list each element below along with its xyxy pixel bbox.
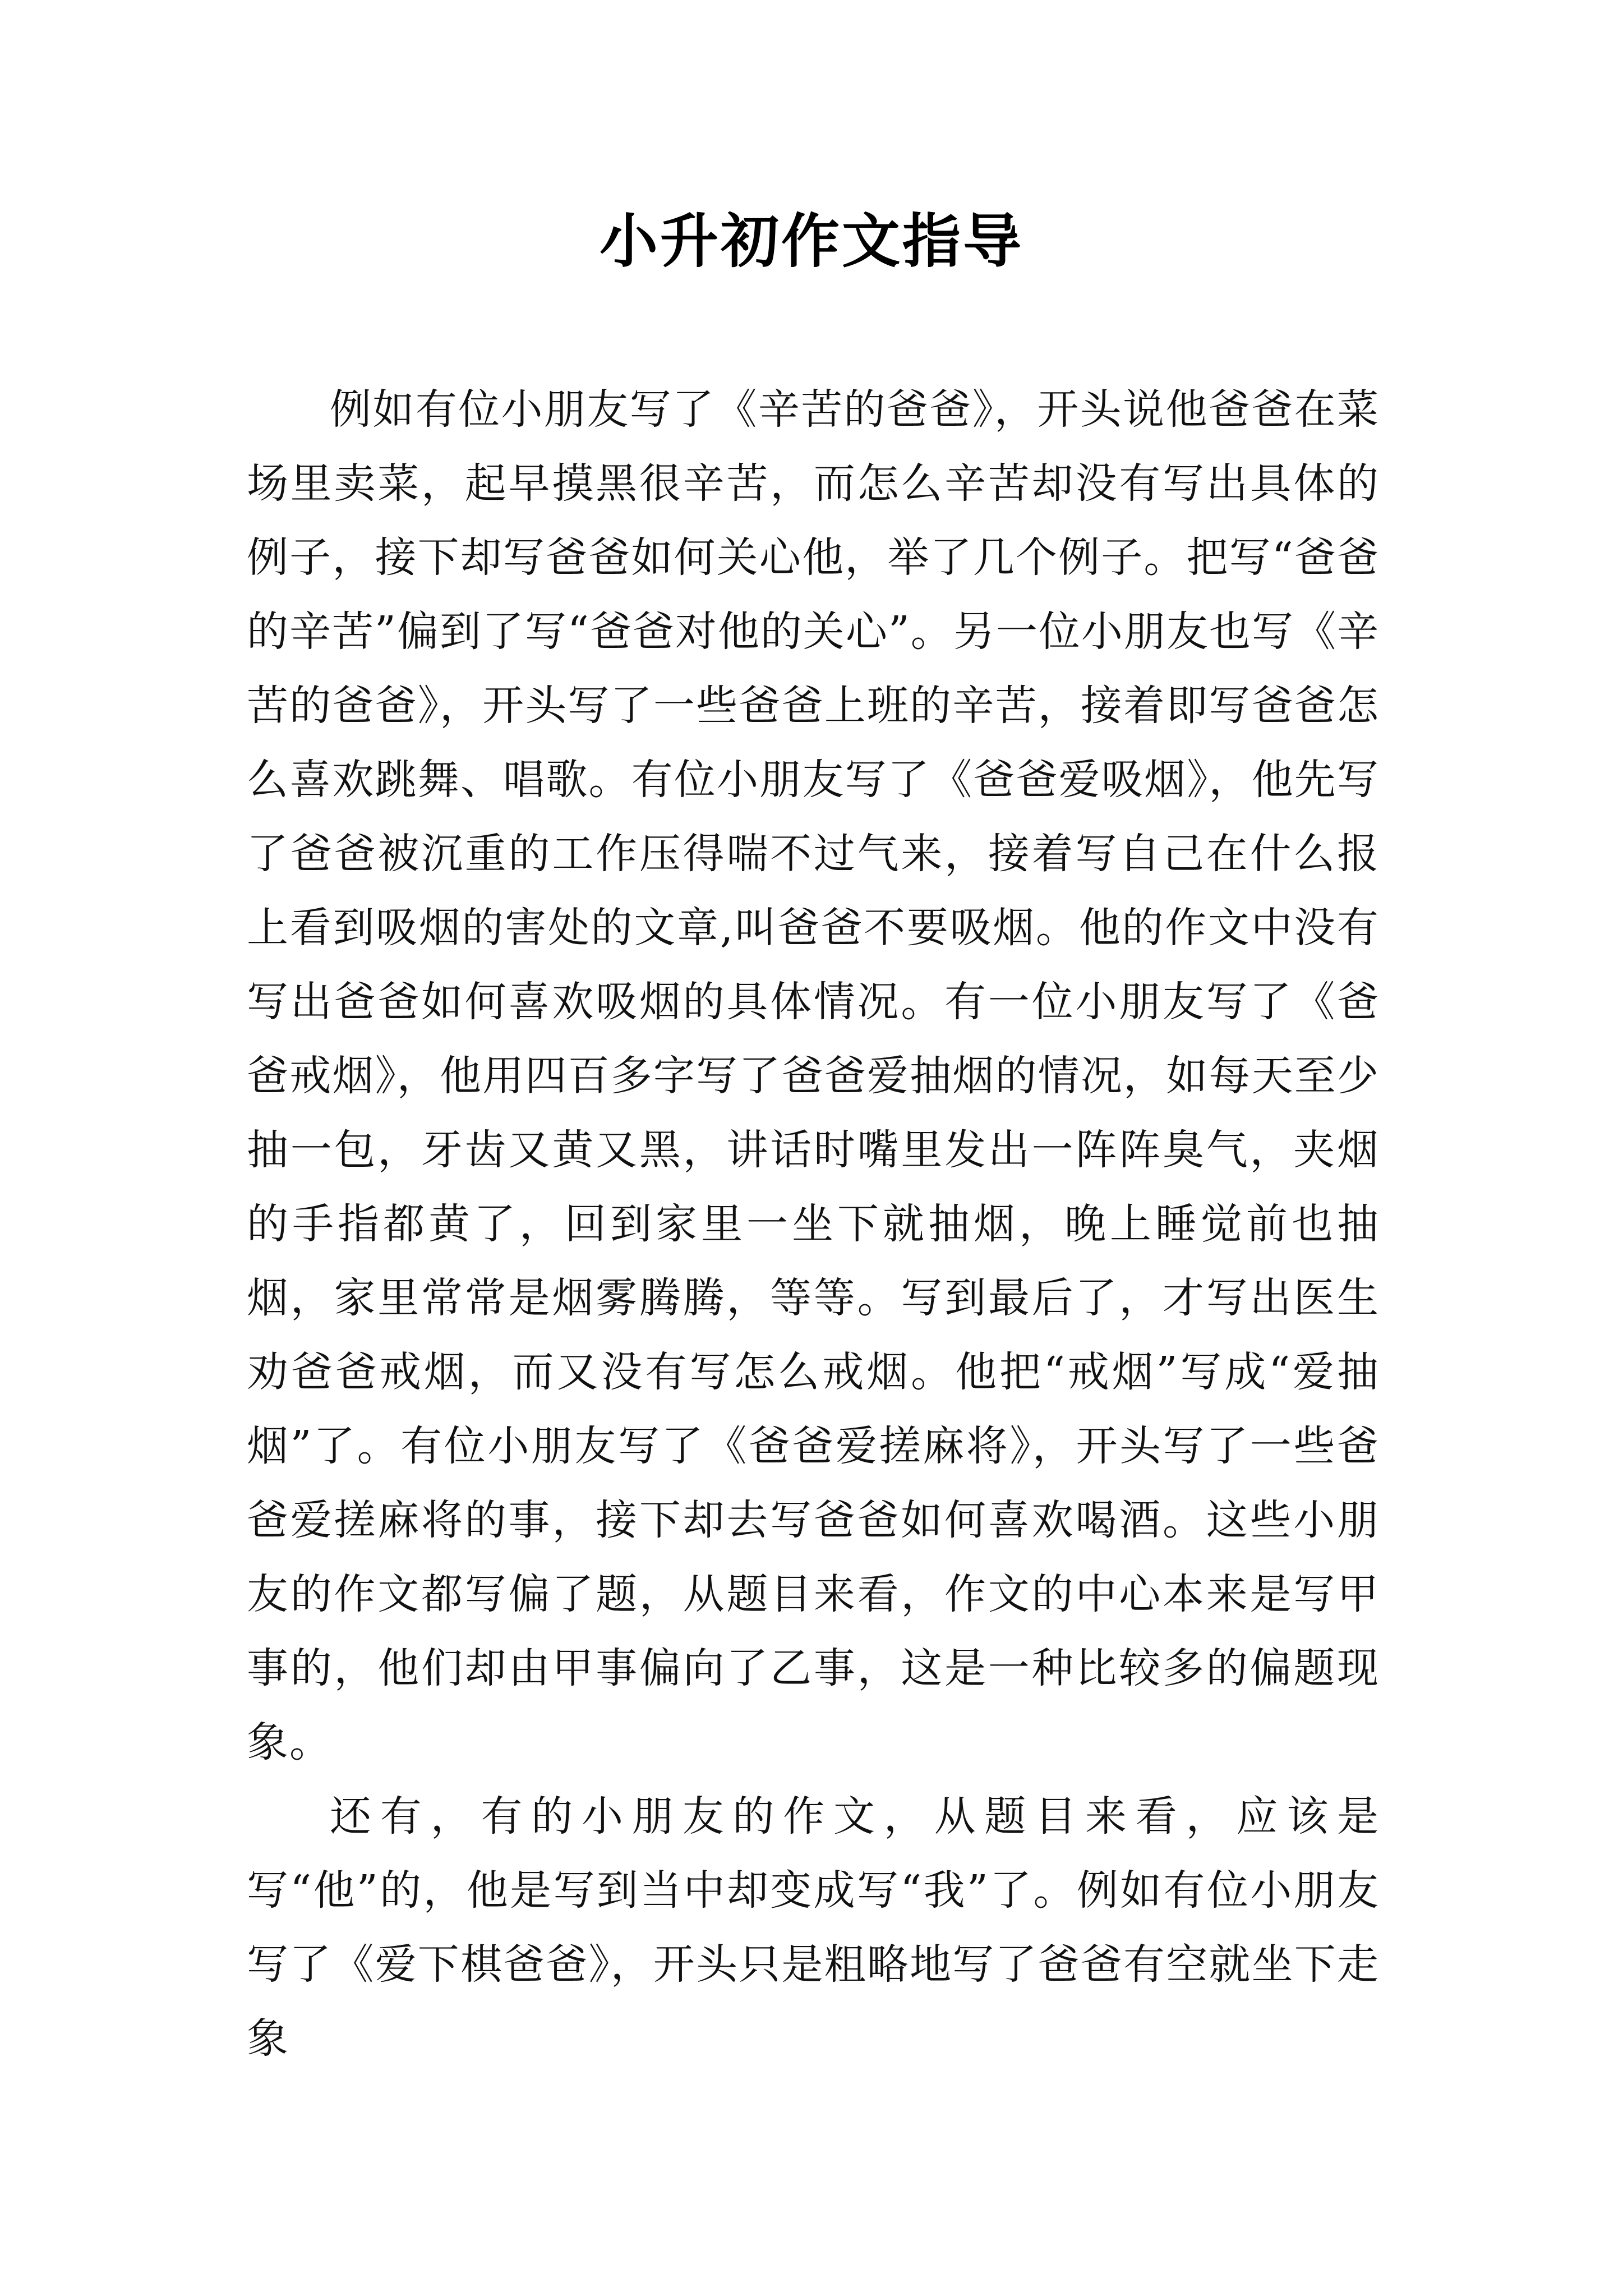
document-body (247, 372, 1380, 2076)
page-title: 小升初作文指导 (599, 207, 1023, 275)
paragraph-2: 还有，有的小朋友的作文，从题目来看，应该是写“他”的，他是写到当中却变成写“我”了。例如有位小朋友写了《爱下棋爸爸》，开头只是粗略地写了爸爸有空就坐下走象 (247, 1792, 1380, 2063)
paragraph-1: 例如有位小朋友写了《辛苦的爸爸》，开头说他爸爸在菜场里卖菜，起早摸黑很辛苦，而怎么辛苦却没有写出具体的例子，接下却写爸爸如何关心他，举了几个例子。把写“爸爸的辛苦”偏到了写“爸爸对他的关心”。另一位小朋友也写《辛苦的爸爸》，开头写了一些爸爸上班的辛苦，接着即写爸爸怎么喜欢跳舞、唱歌。有位小朋友写了《爸爸爱吸烟》，他先写了爸爸被沉重的工作压得喘不过气来，接着写自己在什么报上看到吸烟的害处的文章,叫爸爸不要吸烟。他的作文中没有写出爸爸如何喜欢吸烟的具体情况。有一位小朋友写了《爸爸戒烟》，他用四百多字写了爸爸爱抽烟的情况，如每天至少抽一包，牙齿又黄又黑，讲话时嘴里发出一阵阵臭气，夹烟的手指都黄了，回到家里一坐下就抽烟，晚上睡觉前也抽烟，家里常常是烟雾腾腾，等等。写到最后了，才写出医生劝爸爸戒烟，而又没有写怎么戒烟。他把“戒烟”写成“爱抽烟”了。有位小朋友写了《爸爸爱搓麻将》，开头写了一些爸爸爱搓麻将的事，接下却去写爸爸如何喜欢喝酒。这些小朋友的作文都写偏了题，从题目来看，作文的中心本来是写甲事的，他们却由甲事偏向了乙事，这是一种比较多的偏题现象。 (247, 385, 1380, 1766)
